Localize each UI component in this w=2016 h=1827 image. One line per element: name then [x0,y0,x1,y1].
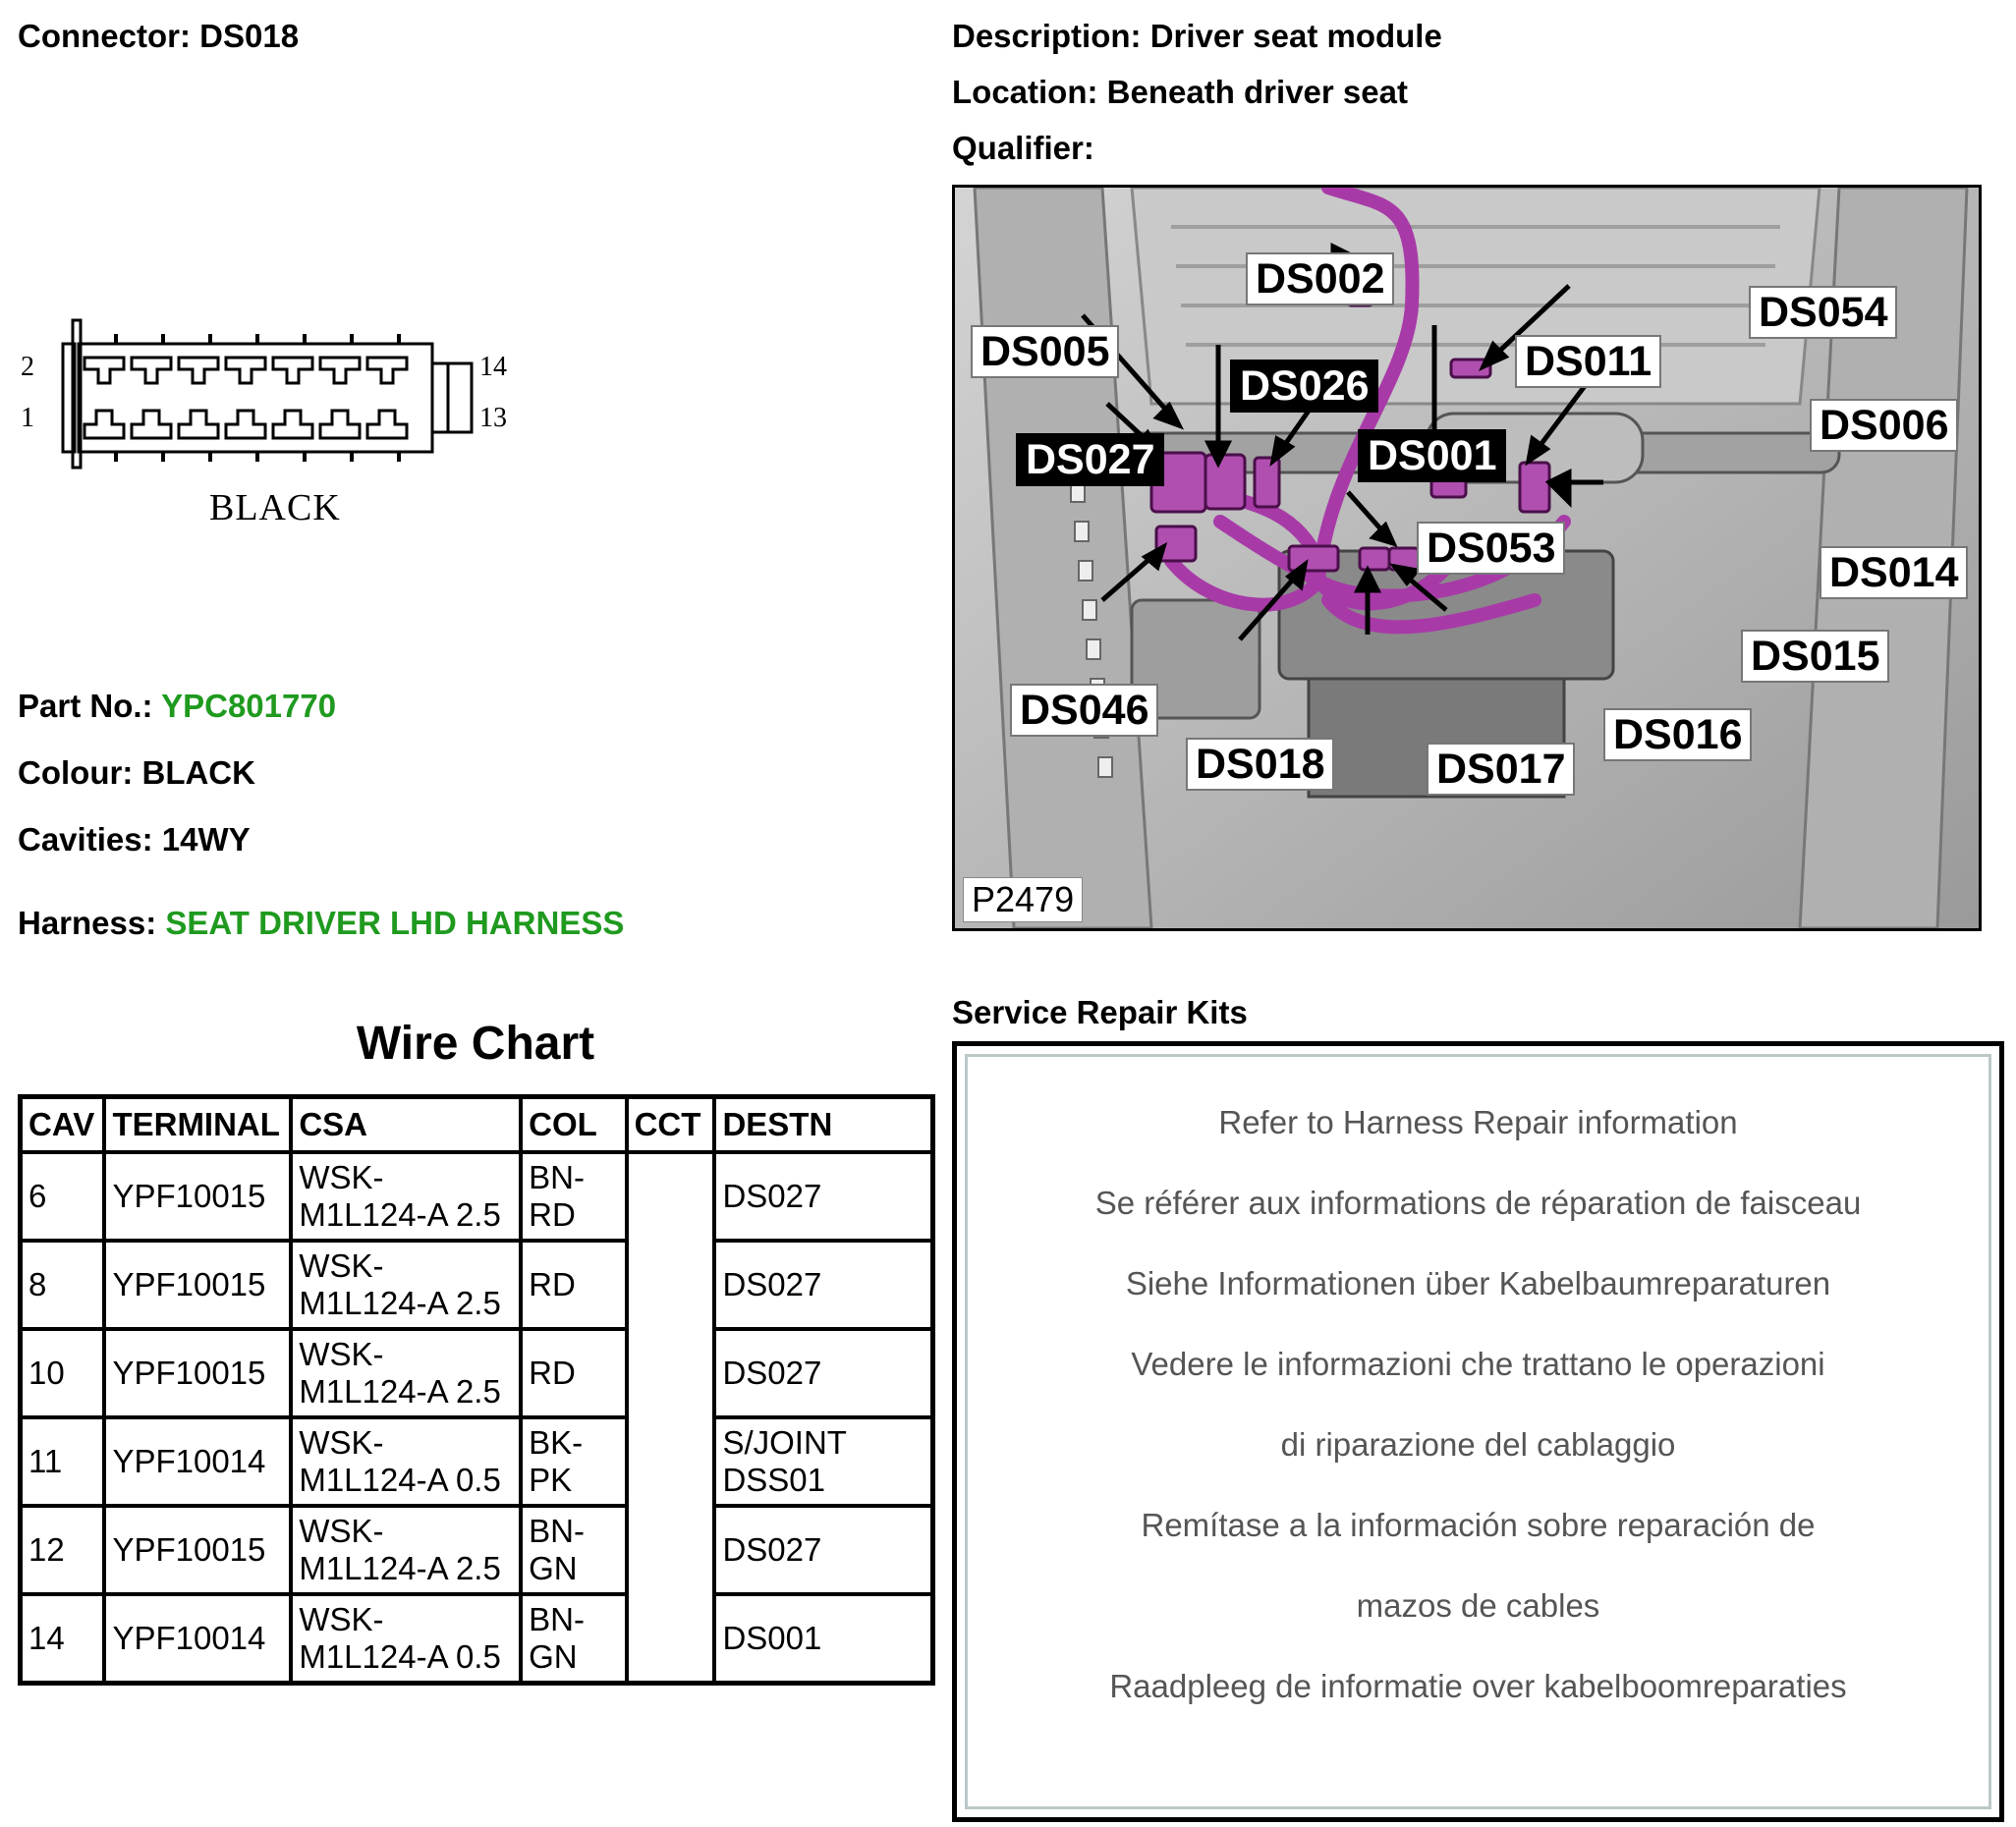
callout-ds026: DS026 [1230,360,1378,413]
col-cell [521,1417,626,1506]
callout-ds011: DS011 [1515,335,1661,388]
wire-chart-row [21,1241,933,1329]
cell-line: WSK- [299,1424,384,1461]
cavities-value: 14WY [161,821,251,858]
col-cell [521,1594,626,1684]
wire-chart-row [21,1152,933,1241]
callout-ds005: DS005 [971,325,1119,378]
colour-label: Colour: [18,754,134,791]
destn-cell [714,1506,932,1594]
repair-kit-line: Raadpleeg de informatie over kabelboomreparaties [1109,1668,1847,1704]
cavities-line [18,821,251,858]
cell-line: DS001 [722,1620,822,1656]
cell-line: WSK- [299,1247,384,1284]
cavities-label: Cavities: [18,821,153,858]
cell-line: S/JOINT [722,1424,847,1461]
callout-ds054: DS054 [1749,286,1897,339]
wire-chart-title: Wire Chart [356,1018,595,1070]
callout-ds018: DS018 [1186,738,1334,791]
qualifier-heading [952,130,1094,167]
part-number-value: YPC801770 [161,688,337,724]
photo-reference-id: P2479 [963,877,1083,922]
cell-line: GN [529,1638,578,1675]
connector-outline-icon [57,314,489,471]
repair-kits-title: Service Repair Kits [952,994,1248,1030]
csa-cell [291,1594,521,1684]
repair-kits-box [952,1041,2004,1822]
csa-cell [291,1417,521,1506]
cell-line: RD [529,1196,576,1233]
repair-kit-line: Refer to Harness Repair information [1218,1104,1738,1140]
cell-line: DS027 [722,1266,822,1302]
cav-cell: 10 [21,1329,105,1417]
cell-line: BN- [529,1159,585,1195]
cell-line: BK- [529,1424,584,1461]
repair-kits-inner-frame [965,1054,1991,1809]
cct-cell [627,1594,715,1684]
location-heading [952,74,1408,111]
cell-line: BN- [529,1601,585,1637]
cell-line: WSK- [299,1601,384,1637]
part-number-label: Part No.: [18,688,153,724]
destn-cell [714,1594,932,1684]
pin-label-top-left: 2 [21,352,34,382]
cell-line: M1L124-A 2.5 [299,1373,501,1410]
header-cct: CCT [627,1097,715,1153]
connector-label: Connector: [18,18,191,54]
callout-ds015: DS015 [1741,630,1889,683]
connector-id: DS018 [199,18,300,54]
callout-ds046: DS046 [1010,684,1158,737]
cav-cell: 11 [21,1417,105,1506]
cell-line: GN [529,1550,578,1586]
cav-cell: 12 [21,1506,105,1594]
cav-cell: 8 [21,1241,105,1329]
description-label: Description: [952,18,1142,54]
terminal-cell: YPF10014 [104,1594,291,1684]
cell-line: DS027 [722,1531,822,1568]
callout-ds017: DS017 [1427,743,1575,796]
callout-ds027: DS027 [1016,433,1164,486]
cell-line: WSK- [299,1159,384,1195]
cell-line: PK [529,1462,573,1498]
wire-chart-row [21,1417,933,1506]
terminal-cell: YPF10015 [104,1329,291,1417]
cell-line: M1L124-A 2.5 [299,1196,501,1233]
cct-cell [627,1329,715,1417]
wire-chart-table [18,1094,935,1686]
repair-kit-line: Vedere le informazioni che trattano le operazioni [1131,1346,1825,1382]
cell-line: M1L124-A 0.5 [299,1638,501,1675]
part-number-line [18,688,336,725]
colour-line [18,754,255,792]
destn-cell [714,1152,932,1241]
harness-value: SEAT DRIVER LHD HARNESS [165,905,625,941]
col-cell [521,1329,626,1417]
callout-ds001: DS001 [1358,429,1506,482]
destn-cell [714,1329,932,1417]
colour-value: BLACK [141,754,255,791]
description-value: Driver seat module [1149,18,1442,54]
connector-colour-label: BLACK [209,487,341,528]
cav-cell: 14 [21,1594,105,1684]
csa-cell [291,1506,521,1594]
repair-kit-line: Siehe Informationen über Kabelbaumreparaturen [1125,1265,1831,1301]
callout-ds053: DS053 [1417,522,1565,575]
cell-line: M1L124-A 2.5 [299,1550,501,1586]
cell-line: WSK- [299,1513,384,1549]
location-photo [952,185,1982,931]
callout-ds016: DS016 [1603,708,1752,761]
repair-kit-line: di riparazione del cablaggio [1280,1426,1676,1463]
harness-line [18,905,624,942]
cell-line: WSK- [299,1336,384,1372]
terminal-cell: YPF10015 [104,1241,291,1329]
csa-cell [291,1241,521,1329]
callout-ds002: DS002 [1246,252,1394,305]
repair-kit-line: Remítase a la información sobre reparación de [1141,1507,1816,1543]
pin-label-bottom-left: 1 [21,403,34,433]
col-cell [521,1506,626,1594]
header-cav: CAV [21,1097,105,1153]
destn-cell [714,1417,932,1506]
cell-line: RD [529,1266,576,1302]
connector-face-diagram [18,314,529,540]
callout-ds006: DS006 [1810,399,1958,452]
col-cell [521,1241,626,1329]
pin-label-bottom-right: 13 [479,403,507,433]
col-cell [521,1152,626,1241]
cell-line: M1L124-A 0.5 [299,1462,501,1498]
header-terminal: TERMINAL [104,1097,291,1153]
wire-chart-header-row [21,1097,933,1153]
cell-line: DS027 [722,1355,822,1391]
repair-kit-line: Se référer aux informations de réparation de faisceau [1094,1185,1862,1221]
cct-cell [627,1506,715,1594]
header-csa: CSA [291,1097,521,1153]
destn-cell [714,1241,932,1329]
terminal-cell: YPF10015 [104,1506,291,1594]
qualifier-label: Qualifier: [952,130,1094,166]
cell-line: DSS01 [722,1462,825,1498]
wire-chart-row [21,1594,933,1684]
header-col: COL [521,1097,626,1153]
cct-cell [627,1152,715,1241]
description-heading [952,18,1442,55]
cell-line: BN- [529,1513,585,1549]
terminal-cell: YPF10014 [104,1417,291,1506]
csa-cell [291,1152,521,1241]
connector-heading [18,18,299,55]
cell-line: M1L124-A 2.5 [299,1285,501,1321]
terminal-cell: YPF10015 [104,1152,291,1241]
location-value: Beneath driver seat [1106,74,1408,110]
repair-kit-line: mazos de cables [1356,1587,1600,1624]
harness-label: Harness: [18,905,157,941]
csa-cell [291,1329,521,1417]
cell-line: RD [529,1355,576,1391]
location-label: Location: [952,74,1098,110]
cav-cell: 6 [21,1152,105,1241]
cct-cell [627,1417,715,1506]
wire-chart-row [21,1329,933,1417]
header-destn: DESTN [714,1097,932,1153]
cct-cell [627,1241,715,1329]
pin-label-top-right: 14 [479,352,507,382]
callout-ds014: DS014 [1820,546,1968,599]
cell-line: DS027 [722,1178,822,1214]
wire-chart-row [21,1506,933,1594]
